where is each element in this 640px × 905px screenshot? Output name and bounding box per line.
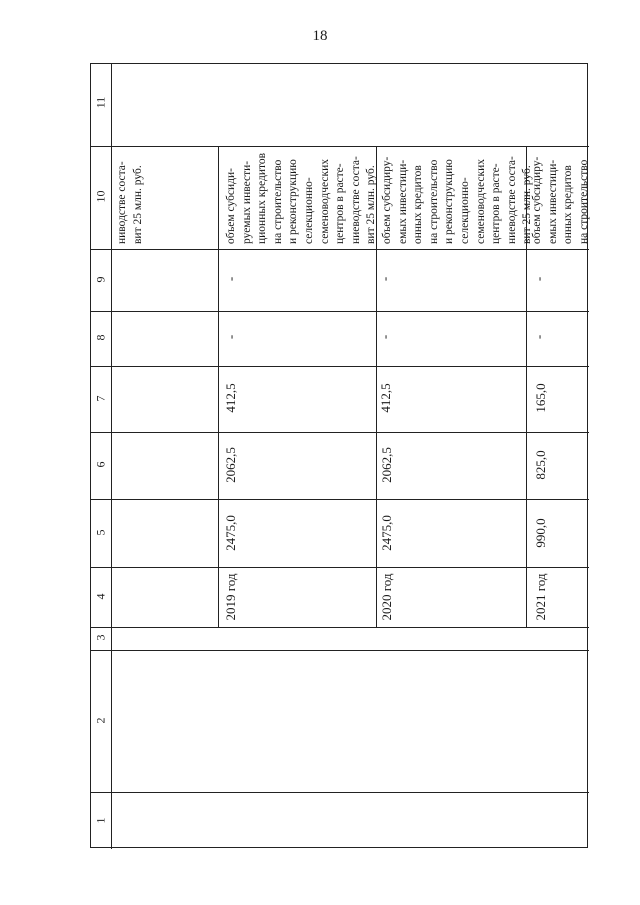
carryover-indicator-text: ниводстве соста- вит 25 млн. руб. <box>116 161 144 244</box>
rotated-table <box>90 63 588 848</box>
row-separator-2019-start <box>218 146 219 627</box>
col8-2019: - <box>223 334 238 340</box>
col-boundary-3-2 <box>91 650 589 651</box>
column-number-10: 10 <box>93 190 108 203</box>
indicator-text-2021: объем субсидиру- емых инвестици- онных кредитов на строительство <box>531 156 590 244</box>
column-number-8: 8 <box>93 334 108 341</box>
col6-2020: 2062,5 <box>379 447 394 483</box>
col5-2019: 2475,0 <box>223 515 238 551</box>
col7-2020: 412,5 <box>378 383 393 413</box>
col9-2020: - <box>377 276 392 282</box>
col-boundary-4-3 <box>91 627 589 628</box>
col-boundary-6-5 <box>91 499 589 500</box>
col-boundary-7-6 <box>91 432 589 433</box>
col5-2021: 990,0 <box>533 518 548 548</box>
col5-2020: 2475,0 <box>379 515 394 551</box>
col7-2021: 165,0 <box>533 383 548 413</box>
col-boundary-9-8 <box>91 311 589 312</box>
page-number: 18 <box>312 28 328 44</box>
year-2020: 2020 год <box>379 573 394 621</box>
indicator-text-2020: объем субсидиру- емых инвестици- онных кредитов на строительство и реконструкцию селекционно- семеноводческих центров в расте- ниеводстве соста- вит 25 млн. руб. <box>381 156 534 244</box>
header-separator <box>111 64 112 849</box>
col-boundary-10-9 <box>91 249 589 250</box>
col-boundary-2-1 <box>91 792 589 793</box>
col-boundary-8-7 <box>91 366 589 367</box>
column-number-1: 1 <box>93 817 108 824</box>
col7-2019: 412,5 <box>223 383 238 413</box>
column-number-11: 11 <box>93 96 108 109</box>
col9-2021: - <box>531 276 546 282</box>
col8-2021: - <box>531 334 546 340</box>
column-number-9: 9 <box>93 276 108 283</box>
year-2021: 2021 год <box>533 573 548 621</box>
column-number-6: 6 <box>93 461 108 468</box>
indicator-text-2019: объем субсиди- руемых инвести- ционных кредитов на строительство и реконструкцию селекционно- семеноводческих центров в расте- ниеводстве соста- вит 25 млн. руб. <box>225 152 378 244</box>
column-number-5: 5 <box>93 529 108 536</box>
column-number-2: 2 <box>93 717 108 724</box>
column-number-3: 3 <box>93 634 108 641</box>
col8-2020: - <box>377 334 392 340</box>
column-number-4: 4 <box>93 593 108 600</box>
col6-2021: 825,0 <box>533 450 548 480</box>
col6-2019: 2062,5 <box>223 447 238 483</box>
col9-2019: - <box>223 276 238 282</box>
col-boundary-11-10 <box>91 146 589 147</box>
col-boundary-5-4 <box>91 567 589 568</box>
column-number-7: 7 <box>93 395 108 402</box>
year-2019: 2019 год <box>223 573 238 621</box>
